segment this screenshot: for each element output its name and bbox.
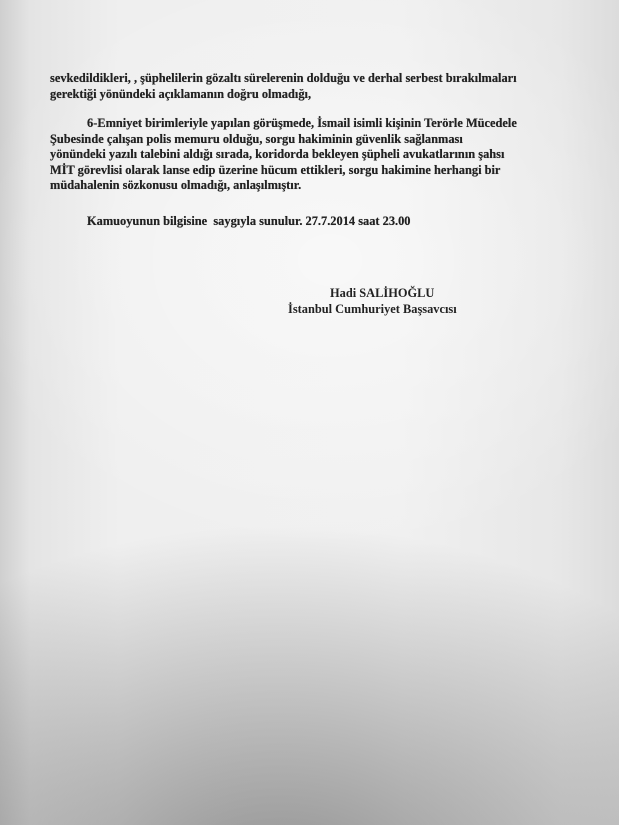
signature-block xyxy=(288,286,457,317)
paragraph-6-line-4: MİT görevlisi olarak lanse edip üzerine hücum ettikleri, sorgu hakimine herhangi bir xyxy=(50,162,501,177)
signatory-title: İstanbul Cumhuriyet Başsavcısı xyxy=(288,301,457,316)
paragraph-5 xyxy=(50,71,585,102)
paragraph-6-line-5: müdahalenin sözkonusu olmadığı, anlaşılmıştır. xyxy=(50,178,302,192)
paragraph-6-line-2: Şubesinde çalışan polis memuru olduğu, sorgu hakiminin güvenlik sağlanması xyxy=(50,131,463,146)
paragraph-6-line-3: yönündeki yazılı talebini aldığı sırada, koridorda bekleyen şüpheli avukatlarının şahsı xyxy=(50,147,505,161)
paragraph-5-line-2: gerektiği yönündeki açıklamanın doğru olmadığı, xyxy=(50,86,312,101)
signatory-name: Hadi SALİHOĞLU xyxy=(330,286,435,300)
paragraph-5-line-1: sevkedildikleri, , şüphelilerin gözaltı sürelerenin dolduğu ve derhal serbest bırakılmaları xyxy=(50,71,517,85)
closing-text: Kamuoyunun bilgisine saygıyla sunulur. 27.7.2014 saat 23.00 xyxy=(87,214,411,228)
paragraph-6-line-1: 6-Emniyet birimleriyle yapılan görüşmede, İsmail isimli kişinin Terörle Mücedele xyxy=(87,116,517,130)
closing-statement xyxy=(87,214,619,230)
paragraph-6 xyxy=(50,116,585,194)
